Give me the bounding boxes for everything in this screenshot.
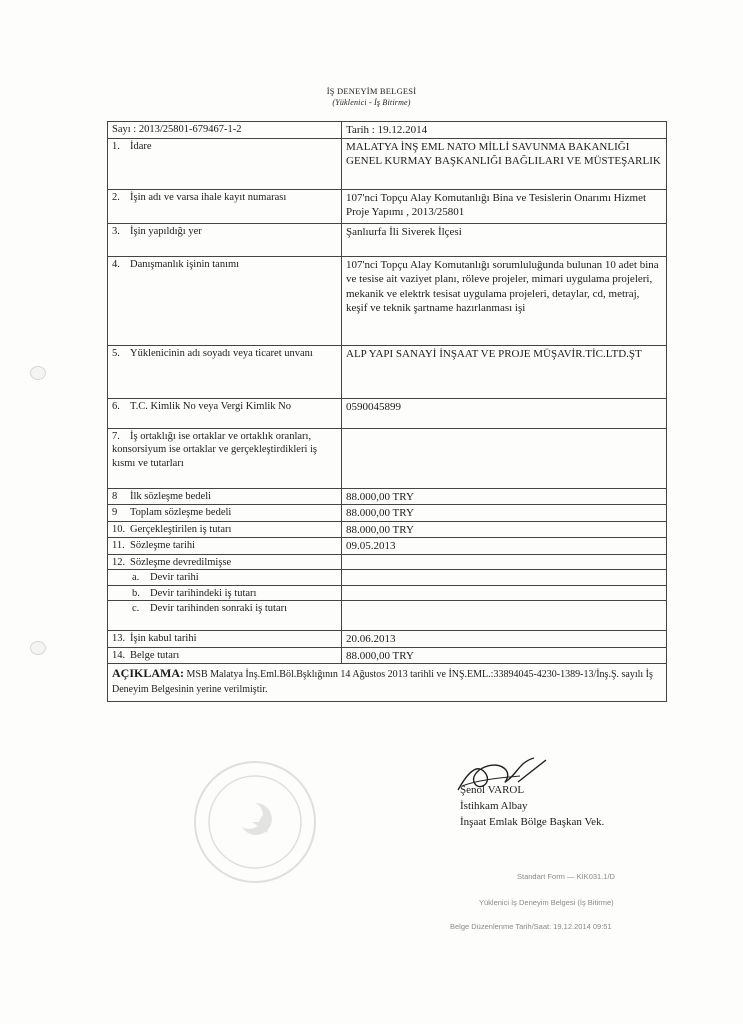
table-row: 7. İş ortaklığı ise ortaklar ve ortaklık oranları, konsorsiyum ise ortaklar ve gerçekleştirdikleri iş kısmı ve tutarları xyxy=(108,428,667,488)
form-code: Standart Form — KİK031.1/D xyxy=(517,872,615,881)
row-label: İş ortaklığı ise ortaklar ve ortaklık oranları, konsorsiyum ise ortaklar ve gerçekleştirdikleri iş kısmı ve tutarları xyxy=(112,430,317,469)
table-row: 9 Toplam sözleşme bedeli 88.000,00 TRY xyxy=(108,505,667,522)
table-row: 14. Belge tutarı 88.000,00 TRY xyxy=(108,647,667,664)
table-row: 2. İşin adı ve varsa ihale kayıt numarası 107'nci Topçu Alay Komutanlığı Bina ve Tesislerin Onarımı Hizmet Proje Yapımı , 2013/25801 xyxy=(108,189,667,223)
row-value: 88.000,00 TRY xyxy=(342,521,667,538)
table-row: 12. Sözleşme devredilmişse xyxy=(108,554,667,570)
row-label: Devir tarihi xyxy=(150,572,199,583)
official-seal-icon xyxy=(190,757,320,887)
table-header-row xyxy=(108,122,667,139)
form-name: Yüklenici İş Deneyim Belgesi (İş Bitirme) xyxy=(479,898,614,907)
row-label: T.C. Kimlik No veya Vergi Kimlik No xyxy=(130,400,291,412)
experience-certificate-table xyxy=(107,121,667,702)
row-value: 88.000,00 TRY xyxy=(342,488,667,505)
table-row: 6. T.C. Kimlik No veya Vergi Kimlik No 0590045899 xyxy=(108,398,667,428)
row-label: Devir tarihindeki iş tutarı xyxy=(150,587,257,599)
row-label: Gerçekleştirilen iş tutarı xyxy=(130,523,232,535)
table-row: 13. İşin kabul tarihi 20.06.2013 xyxy=(108,631,667,648)
signatory-name: Şenol VAROL xyxy=(460,784,525,796)
description-row xyxy=(108,664,667,702)
document-title: İŞ DENEYİM BELGESİ xyxy=(326,86,417,96)
row-label: Devir tarihinden sonraki iş tutarı xyxy=(150,603,288,614)
table-row: 10. Gerçekleştirilen iş tutarı 88.000,00 TRY xyxy=(108,521,667,538)
row-value xyxy=(342,428,667,488)
row-label: İşin adı ve varsa ihale kayıt numarası xyxy=(130,191,287,203)
row-value: Şanlıurfa İli Siverek İlçesi xyxy=(342,223,667,256)
row-label: İşin yapıldığı yer xyxy=(130,225,202,237)
signatory-block xyxy=(460,782,604,830)
row-value xyxy=(342,570,667,586)
row-value: 107'nci Topçu Alay Komutanlığı Bina ve Tesislerin Onarımı Hizmet Proje Yapımı , 2013/25801 xyxy=(342,189,667,223)
table-row: 5. Yüklenicinin adı soyadı veya ticaret unvanı ALP YAPI SANAYİ İNŞAAT VE PROJE MÜŞAVİR.TİC.LTD.ŞT xyxy=(108,345,667,398)
table-row: a. Devir tarihi xyxy=(108,570,667,586)
row-value: MALATYA İNŞ EML NATO MİLLİ SAVUNMA BAKANLIĞI GENEL KURMAY BAŞKANLIĞI BAĞLILARI VE MÜSTEŞARLIK xyxy=(342,138,667,189)
document-subtitle: (Yüklenici - İş Bitirme) xyxy=(332,98,411,107)
row-label: İlk sözleşme bedeli xyxy=(130,490,212,502)
row-label: İşin kabul tarihi xyxy=(130,633,197,644)
description-heading: AÇIKLAMA: xyxy=(112,666,184,680)
row-value: 09.05.2013 xyxy=(342,538,667,555)
row-label: Yüklenicinin adı soyadı veya ticaret unvanı xyxy=(130,347,313,359)
row-value: 107'nci Topçu Alay Komutanlığı sorumluluğunda bulunan 10 adet bina ve tesise ait vaziyet planı, röleve projeler, mimari uygulama projeleri, mekanik ve elektrk tesisat uygulama projeleri, detaylar, cd, metraj, keşif ve teknik şartname hazırlanması işi xyxy=(342,256,667,345)
row-value xyxy=(342,554,667,570)
row-value xyxy=(342,585,667,601)
date-cell: Tarih : 19.12.2014 xyxy=(342,122,667,139)
table-row: b. Devir tarihindeki iş tutarı xyxy=(108,585,667,601)
table-row: 8 İlk sözleşme bedeli 88.000,00 TRY xyxy=(108,488,667,505)
table-row: c. Devir tarihinden sonraki iş tutarı xyxy=(108,601,667,631)
row-value: 0590045899 xyxy=(342,398,667,428)
table-row: 4. Danışmanlık işinin tanımı 107'nci Topçu Alay Komutanlığı sorumluluğunda bulunan 10 adet bina ve tesise ait vaziyet planı, röleve projeler, mimari uygulama projeleri, mekanik ve elektrk tesisat uygulama projeleri, detaylar, cd, metraj, keşif ve teknik şartname hazırlanması işi xyxy=(108,256,667,345)
row-label: Toplam sözleşme bedeli xyxy=(130,507,232,518)
signatory-title: İnşaat Emlak Bölge Başkan Vek. xyxy=(460,816,605,828)
number-cell: Sayı : 2013/25801-679467-1-2 xyxy=(108,122,342,139)
row-value: 20.06.2013 xyxy=(342,631,667,648)
row-label: İdare xyxy=(130,140,152,152)
punch-hole xyxy=(30,641,46,655)
row-label: Sözleşme devredilmişse xyxy=(130,556,232,568)
row-value: ALP YAPI SANAYİ İNŞAAT VE PROJE MÜŞAVİR.TİC.LTD.ŞT xyxy=(342,345,667,398)
row-label: Belge tutarı xyxy=(130,649,180,661)
row-value: 88.000,00 TRY xyxy=(342,647,667,664)
row-label: Sözleşme tarihi xyxy=(130,540,196,551)
row-value: 88.000,00 TRY xyxy=(342,505,667,522)
table-row: 11. Sözleşme tarihi 09.05.2013 xyxy=(108,538,667,555)
description-text: MSB Malatya İnş.Eml.Böl.Bşklığının 14 Ağustos 2013 tarihli ve İNŞ.EML.:33894045-4230-1389-13/İnş.Ş. sayılı İş Deneyim Belgesinin yerine verilmiştir. xyxy=(112,669,653,695)
table-row: 3. İşin yapıldığı yer Şanlıurfa İli Siverek İlçesi xyxy=(108,223,667,256)
row-value xyxy=(342,601,667,631)
signatory-rank: İstihkam Albay xyxy=(460,800,528,812)
table-row: 1. İdare MALATYA İNŞ EML NATO MİLLİ SAVUNMA BAKANLIĞI GENEL KURMAY BAŞKANLIĞI BAĞLILARI VE MÜSTEŞARLIK xyxy=(108,138,667,189)
punch-hole xyxy=(30,366,46,380)
row-label: Danışmanlık işinin tanımı xyxy=(130,258,240,270)
issue-timestamp: Belge Düzenlenme Tarih/Saat: 19.12.2014 09:51 xyxy=(450,922,612,931)
